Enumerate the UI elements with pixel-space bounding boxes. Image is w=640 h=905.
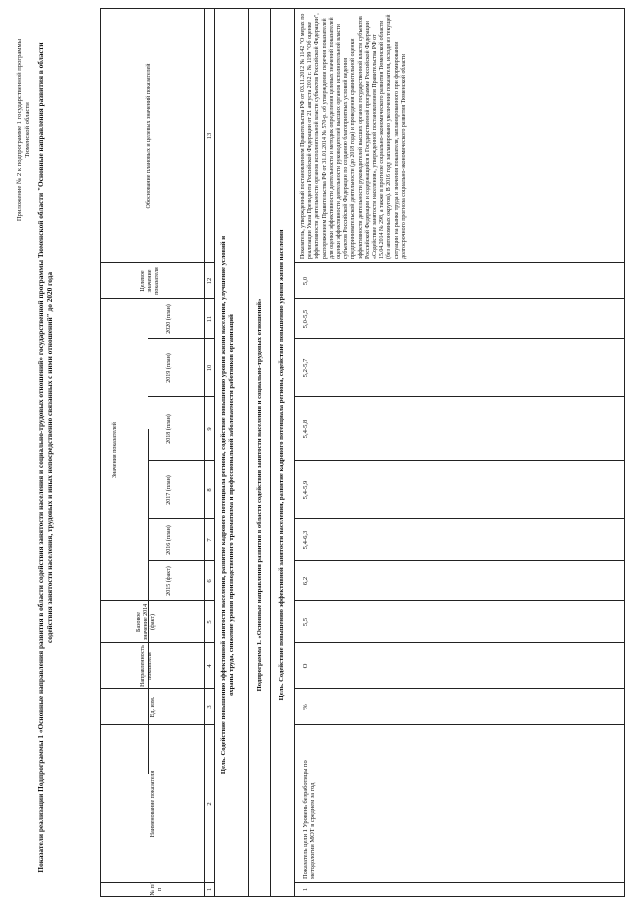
row-name: Показатель цели 1 Уровень безработицы по методологии МОТ в среднем за год — [302, 760, 317, 879]
col-line-4 — [100, 642, 214, 643]
column-number-11: 11 — [206, 315, 213, 323]
column-number-5: 5 — [206, 620, 213, 624]
header-2017: 2017 (план) — [166, 475, 172, 505]
col-line-12b — [294, 262, 624, 263]
header-2016: 2016 (план) — [166, 525, 172, 555]
appendix-note: Приложение № 2 к подпрограмме 1 государственной программы Тюменской области — [16, 38, 32, 222]
col-line-9 — [148, 396, 214, 397]
table-border-top — [100, 8, 101, 897]
header-num: № п/п — [150, 883, 163, 896]
row-2016: 5,4-6,3 — [302, 530, 309, 550]
header-justification: Обоснование плановых и целевых значений показателей — [146, 63, 152, 209]
column-number-1: 1 — [206, 887, 213, 892]
header-2015: 2015 (факт) — [166, 566, 172, 596]
row-base: 5,5 — [302, 617, 309, 627]
header-name: Наименование показателя — [150, 770, 156, 838]
col-line-2 — [100, 724, 214, 725]
column-number-8: 8 — [206, 488, 213, 492]
column-number-6: 6 — [206, 579, 213, 583]
column-number-10: 10 — [206, 364, 213, 372]
row-2019: 5,2-5,7 — [302, 358, 309, 378]
column-number-13: 13 — [206, 132, 213, 140]
row-num: 1 — [302, 887, 309, 892]
subprogram-bottom-line — [270, 8, 271, 897]
row-target: 5,0 — [302, 276, 309, 286]
col-line-10 — [148, 338, 214, 339]
col-line-2b — [294, 724, 624, 725]
col-line-9b — [294, 396, 624, 397]
row-2017: 5,4-5,9 — [302, 480, 309, 500]
header-values-group: Значения показателей — [112, 422, 118, 478]
header-2019: 2019 (план) — [166, 353, 172, 383]
col-line-7 — [148, 518, 214, 519]
subprogram-title: Подпрограмма 1. «Основные направления развития в области содействия занятости населения и социально-трудовых отношений» — [256, 298, 263, 692]
col-line-3 — [100, 688, 214, 689]
row-2018: 5,4-5,8 — [302, 419, 309, 439]
column-number-3: 3 — [206, 705, 213, 709]
col-line-11 — [100, 298, 214, 299]
table-border-bottom — [624, 8, 625, 897]
document-title: Показатели реализации Подпрограммы 1 «Основные направления развития в области содействия занятости населения и социально-трудовых отношений» государственной программы Тюменской области "Основные направления развития в области содействия занятости населения, трудовых и иных непосредственно связанных с ними отношений" до 2020 года — [36, 42, 55, 873]
column-number-4: 4 — [206, 664, 213, 668]
column-number-9: 9 — [206, 427, 213, 431]
column-number-12: 12 — [206, 277, 213, 285]
col-line-6 — [148, 560, 214, 561]
goal-state-bottom-line — [248, 8, 249, 897]
col-line-7b — [294, 518, 624, 519]
row-unit: % — [302, 704, 309, 710]
column-number-2: 2 — [206, 802, 213, 806]
header-direction: Направленность показателя — [140, 645, 153, 687]
col-line-6b — [294, 560, 624, 561]
col-line-4b — [294, 642, 624, 643]
table-border-left — [100, 896, 624, 897]
row-justification: Показатель, утвержденный постановлением Правительства РФ от 03.11.2012 № 1142 "О мерах по реализации Указа Президента Российской Федерации от 21 августа 2012 г. № 1199 "Об оценке эффективности деятельности органов исполнительной власти субъектов Российской Федерации", распоряжением Правительства РФ от 31.01.2014 № 570-р. об утверждении перечня показателей для оценки эффективности деятельности и методик определения целевых значений показателей оценки эффективности деятельности руководителей высших органов исполнительной власти субъектов Российской Федерации по созданию благоприятных условий ведения предпринимательской деятельности (до 2018 года) и проведения сравнительной оценки эффективности деятельности руководителей высших органов государственной власти субъектов Российской Федерации и содержащийся в Государственной программе Российской Федерации «Содействие занятости населения», утвержденной постановлением Правительства РФ от 15.04.2014 № 298, а также в прогнозе социально-экономического развития Тюменской области (без автономных округов). В 2016 году запланировано увеличение показателя, исходя из текущей ситуации на рынке труда и значения показателя, запланированного при формировании долгосрочного прогноза социально-экономического развития Тюменской области — [300, 13, 407, 259]
col-line-1b — [294, 882, 624, 883]
header-target: Целевое значение показателя — [140, 267, 160, 295]
goal-state-program: Цель. Содействие повышению эффективной занятости населения, развитие кадрового потенциала региона, содействие повышению уровня жизни населения, улучшение условий и охраны труда, снижение уровня производственного травматизма и профессиональной заболеваемости работников организаций — [220, 235, 236, 775]
col-line-10b — [294, 338, 624, 339]
header-2020: 2020 (план) — [166, 304, 172, 334]
column-numbers-bottom-line — [214, 8, 215, 897]
row-direction: О — [302, 663, 309, 669]
goal-subprogram: Цель. Содействие повышению эффективной занятости населения, развитие кадрового потенциала региона, содействие повышению уровня жизни населения — [278, 229, 285, 701]
col-line-5 — [100, 600, 214, 601]
header-2018: 2018 (план) — [166, 414, 172, 444]
row-2015: 6,2 — [302, 576, 309, 586]
values-group-divider — [148, 429, 149, 774]
goal-sub-bottom-line — [294, 8, 295, 897]
col-line-11b — [294, 298, 624, 299]
col-line-12 — [100, 262, 214, 263]
column-number-7: 7 — [206, 538, 213, 542]
header-bottom-line — [204, 8, 205, 897]
row-2020: 5,0-5,5 — [302, 309, 309, 329]
header-base: Базовое значение 2014 (факт) — [136, 603, 156, 641]
col-line-8b — [294, 460, 624, 461]
col-line-8 — [148, 460, 214, 461]
col-line-3b — [294, 688, 624, 689]
col-line-5b — [294, 600, 624, 601]
table-border-right — [100, 8, 624, 9]
header-unit: Ед. изм. — [150, 696, 156, 718]
